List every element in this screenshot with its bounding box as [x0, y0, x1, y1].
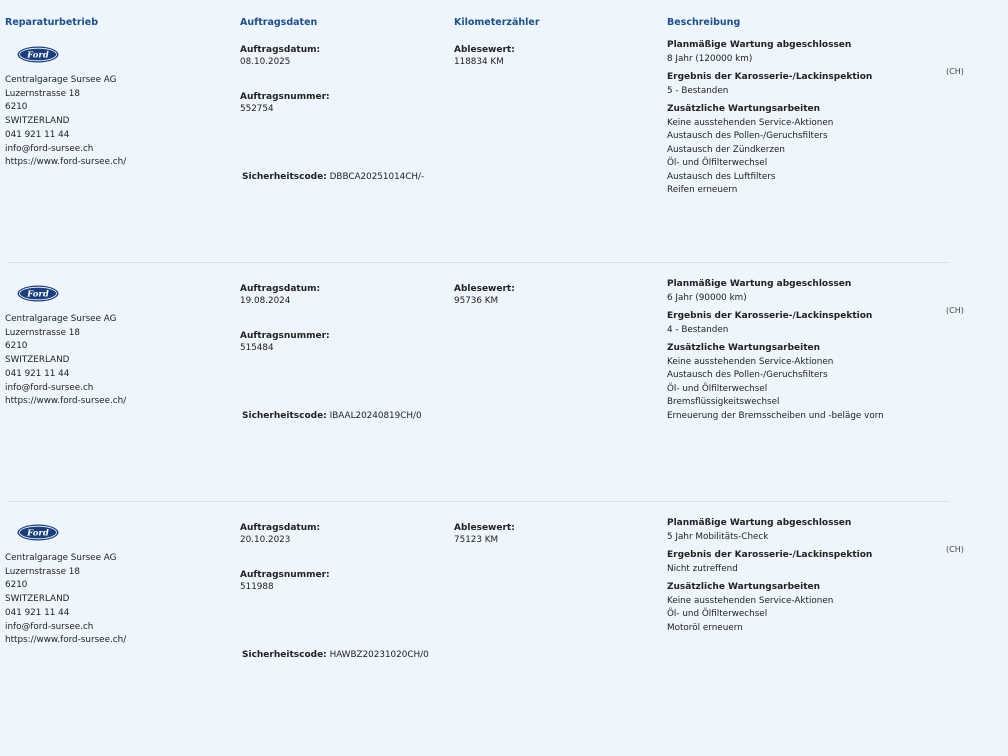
scheduled-service-value: 6 Jahr (90000 km) — [667, 292, 747, 303]
security-code-value: DBBCA20251014CH/- — [329, 172, 425, 182]
shop-line: info@ford-sursee.ch — [5, 143, 94, 154]
shop-line: SWITZERLAND — [5, 116, 70, 127]
security-code-value: HAWBZ20231020CH/0 — [329, 650, 429, 660]
order-date-value: 08.10.2025 — [240, 57, 291, 67]
shop-line: SWITZERLAND — [5, 594, 70, 605]
service-record — [0, 518, 1008, 756]
header-odometer: Kilometerzähler — [454, 17, 540, 28]
order-number-block — [240, 330, 330, 354]
work-item: Keine ausstehenden Service-Aktionen — [667, 595, 834, 606]
order-number-value: 515484 — [240, 343, 274, 353]
order-date-value: 20.10.2023 — [240, 535, 291, 545]
shop-line: Centralgarage Sursee AG — [5, 553, 117, 563]
inspection-value: 4 - Bestanden — [667, 324, 729, 335]
record-divider — [8, 501, 950, 502]
record-divider — [8, 262, 950, 263]
order-date-label: Auftragsdatum: — [240, 523, 321, 533]
scheduled-service-label: Planmäßige Wartung abgeschlossen — [667, 518, 852, 528]
inspection-value: 5 - Bestanden — [667, 85, 729, 96]
shop-address — [5, 552, 126, 648]
order-number-block — [240, 569, 330, 593]
work-item: Austausch des Pollen-/Geruchsfilters — [667, 131, 828, 141]
shop-line: info@ford-sursee.ch — [5, 621, 94, 632]
shop-line: Luzernstrasse 18 — [5, 566, 80, 577]
service-record — [0, 40, 1008, 278]
order-number-value: 511988 — [240, 582, 274, 592]
work-item: Austausch des Pollen-/Geruchsfilters — [667, 370, 828, 380]
order-number-label: Auftragsnummer: — [240, 331, 330, 341]
country-tag: (CH) — [946, 306, 964, 315]
security-code-block — [242, 410, 422, 422]
logo-text: Ford — [27, 528, 49, 539]
description-block — [667, 278, 884, 423]
shop-line: Centralgarage Sursee AG — [5, 314, 117, 324]
security-code-block — [242, 649, 429, 661]
shop-line: https://www.ford-sursee.ch/ — [5, 396, 127, 407]
shop-address — [5, 313, 126, 409]
additional-work-label: Zusätzliche Wartungsarbeiten — [667, 104, 821, 114]
reading-label: Ablesewert: — [454, 45, 515, 55]
odometer-block — [454, 522, 515, 546]
security-code-label: Sicherheitscode: — [242, 411, 327, 421]
shop-line: Luzernstrasse 18 — [5, 327, 80, 338]
inspection-label: Ergebnis der Karosserie-/Lackinspektion — [667, 72, 873, 82]
description-block — [667, 39, 872, 198]
ford-logo-icon — [17, 46, 59, 63]
reading-value: 95736 KM — [454, 296, 499, 306]
shop-line: https://www.ford-sursee.ch/ — [5, 157, 127, 168]
scheduled-service-value: 5 Jahr Mobilitäts-Check — [667, 531, 769, 542]
security-code-label: Sicherheitscode: — [242, 172, 327, 182]
additional-work-label: Zusätzliche Wartungsarbeiten — [667, 343, 821, 353]
order-number-label: Auftragsnummer: — [240, 92, 330, 102]
work-item: Austausch des Luftfilters — [667, 171, 776, 182]
header-repair-shop: Reparaturbetrieb — [5, 17, 99, 28]
reading-label: Ablesewert: — [454, 284, 515, 294]
reading-value: 118834 KM — [454, 57, 504, 67]
work-item: Öl- und Ölfilterwechsel — [667, 609, 768, 619]
shop-address — [5, 74, 126, 170]
order-date-label: Auftragsdatum: — [240, 45, 321, 55]
reading-label: Ablesewert: — [454, 523, 515, 533]
shop-line: 041 921 11 44 — [5, 129, 70, 140]
work-item: Reifen erneuern — [667, 185, 738, 195]
inspection-label: Ergebnis der Karosserie-/Lackinspektion — [667, 311, 873, 321]
work-item: Keine ausstehenden Service-Aktionen — [667, 356, 834, 367]
reading-value: 75123 KM — [454, 535, 499, 545]
shop-line: 6210 — [5, 102, 28, 113]
work-item: Bremsflüssigkeitswechsel — [667, 397, 780, 407]
scheduled-service-label: Planmäßige Wartung abgeschlossen — [667, 40, 852, 50]
work-item: Motoröl erneuern — [667, 622, 743, 633]
header-description: Beschreibung — [667, 17, 741, 28]
work-item: Austausch der Zündkerzen — [667, 144, 785, 155]
work-item: Öl- und Ölfilterwechsel — [667, 383, 768, 394]
shop-line: 041 921 11 44 — [5, 368, 70, 379]
order-date-label: Auftragsdatum: — [240, 284, 321, 294]
security-code-block — [242, 171, 424, 183]
odometer-block — [454, 283, 515, 307]
description-block — [667, 517, 872, 635]
order-number-block — [240, 91, 330, 115]
order-date-block — [240, 522, 320, 546]
additional-work-label: Zusätzliche Wartungsarbeiten — [667, 582, 821, 592]
logo-text: Ford — [27, 289, 49, 300]
country-tag: (CH) — [946, 545, 964, 554]
country-tag: (CH) — [946, 67, 964, 76]
ford-logo-icon — [17, 285, 59, 302]
logo-text: Ford — [27, 50, 49, 61]
shop-line: Centralgarage Sursee AG — [5, 75, 117, 85]
order-date-block — [240, 44, 320, 68]
work-item: Erneuerung der Bremsscheiben und -beläge vorn — [667, 410, 884, 421]
work-item: Keine ausstehenden Service-Aktionen — [667, 117, 834, 128]
odometer-block — [454, 44, 515, 68]
order-date-value: 19.08.2024 — [240, 296, 291, 306]
shop-line: 6210 — [5, 341, 28, 352]
security-code-value: IBAAL20240819CH/0 — [329, 411, 422, 421]
shop-line: 6210 — [5, 580, 28, 591]
order-number-value: 552754 — [240, 104, 274, 114]
shop-line: 041 921 11 44 — [5, 607, 70, 618]
ford-logo-icon — [17, 524, 59, 541]
shop-line: https://www.ford-sursee.ch/ — [5, 635, 127, 646]
shop-line: info@ford-sursee.ch — [5, 382, 94, 393]
security-code-label: Sicherheitscode: — [242, 650, 327, 660]
order-number-label: Auftragsnummer: — [240, 570, 330, 580]
work-item: Öl- und Ölfilterwechsel — [667, 158, 768, 168]
shop-line: Luzernstrasse 18 — [5, 88, 80, 99]
scheduled-service-value: 8 Jahr (120000 km) — [667, 53, 753, 64]
inspection-value: Nicht zutreffend — [667, 563, 738, 574]
header-order-data: Auftragsdaten — [240, 17, 318, 28]
scheduled-service-label: Planmäßige Wartung abgeschlossen — [667, 279, 852, 289]
inspection-label: Ergebnis der Karosserie-/Lackinspektion — [667, 550, 873, 560]
order-date-block — [240, 283, 320, 307]
shop-line: SWITZERLAND — [5, 355, 70, 366]
service-record — [0, 279, 1008, 517]
